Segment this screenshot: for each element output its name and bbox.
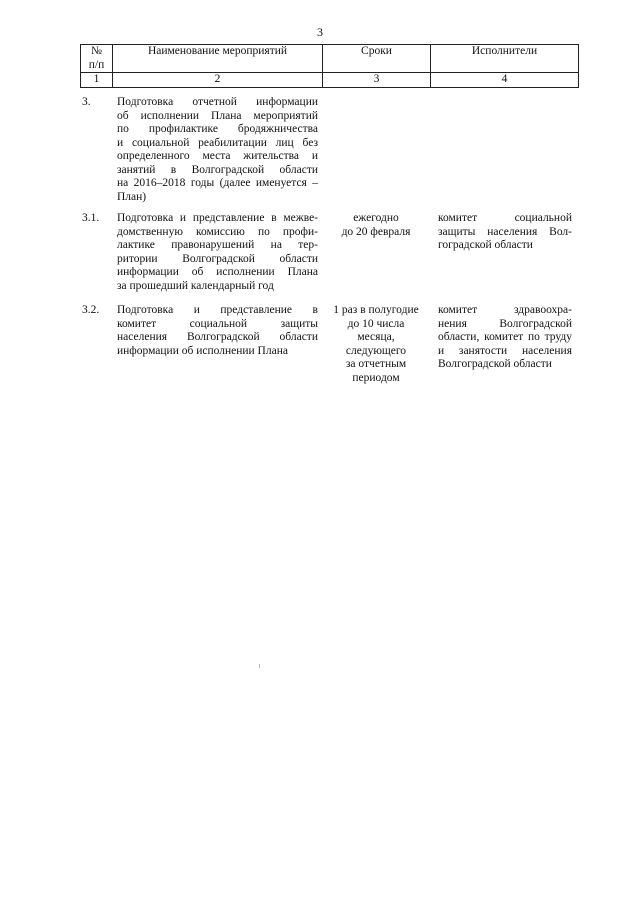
row-executors: [438, 304, 572, 372]
row-terms: [324, 212, 428, 239]
row-executors-line: гоградской области: [438, 239, 533, 251]
table-header: [80, 44, 579, 88]
row-name: [117, 304, 318, 358]
row-name-line: План): [117, 190, 147, 203]
row-name-line: информации об исполнении Плана: [117, 266, 318, 278]
row-executors: [438, 212, 572, 253]
row-terms: [324, 304, 428, 385]
row-name-line: за прошедший календарный год: [117, 279, 274, 292]
row-terms-line: до 20 февраля: [341, 225, 411, 238]
row-executors-line: комитет здравоохра-: [438, 304, 572, 316]
row-name-line: Подготовка отчетной информации: [117, 96, 318, 108]
row-name: [117, 96, 318, 204]
row-number: 3.: [82, 96, 91, 108]
row-name-line: на 2016–2018 годы (далее именуется –: [117, 177, 318, 189]
row-name-line: Подготовка и представление в: [117, 304, 318, 316]
row-name-line: лактике правонарушений на тер-: [117, 239, 318, 251]
page-number: 3: [317, 25, 323, 39]
row-name-line: ритории Волгоградской области: [117, 252, 318, 265]
header-number-line: №: [91, 45, 102, 57]
row-terms-line: следующего: [345, 344, 407, 357]
row-executors-line: и занятости населения: [438, 344, 572, 357]
row-name-line: населения Волгоградской области: [117, 331, 318, 343]
column-number: 1: [81, 73, 113, 88]
row-executors-line: защиты населения Вол-: [438, 225, 572, 238]
row-executors-line: комитет социальной: [438, 212, 572, 224]
row-name-line: занятий в Волгоградской области: [117, 163, 318, 176]
row-number: 3.1.: [82, 212, 100, 224]
scan-artifact-mark: [259, 664, 260, 668]
row-name-line: определенного места жительства и: [117, 150, 318, 162]
row-executors-line: нения Волгоградской: [438, 317, 572, 330]
row-terms-line: 1 раз в полугодие: [333, 304, 419, 316]
row-name: [117, 212, 318, 293]
row-name-line: комитет социальной защиты: [117, 317, 318, 330]
row-terms-line: до 10 числа: [347, 317, 405, 330]
row-number: 3.2.: [82, 304, 100, 316]
header-number-line: п/п: [88, 58, 105, 71]
row-terms-line: ежегодно: [353, 212, 399, 224]
row-terms-line: за отчетным: [345, 358, 407, 370]
column-number: 3: [323, 73, 431, 88]
row-name-line: домственную комиссию по профи-: [117, 225, 318, 238]
header-cell-number: [81, 45, 113, 73]
column-numbers-row: [81, 73, 579, 88]
table-header-row: [81, 45, 579, 73]
header-cell-executors: Исполнители: [431, 45, 579, 73]
row-name-line: по профилактике бродяжничества: [117, 123, 318, 135]
row-terms-line: периодом: [352, 371, 400, 384]
header-cell-name: Наименование мероприятий: [113, 45, 323, 73]
row-name-line: и социальной реабилитации лиц без: [117, 136, 318, 149]
row-name-line: Подготовка и представление в межве-: [117, 212, 318, 224]
row-name-line: об исполнении Плана мероприятий: [117, 109, 318, 122]
row-name-line: информации об исполнении Плана: [117, 344, 288, 357]
column-number: 4: [431, 73, 579, 88]
row-terms-line: месяца,: [357, 331, 395, 343]
header-cell-terms: Сроки: [323, 45, 431, 73]
row-executors-line: области, комитет по труду: [438, 331, 572, 343]
column-number: 2: [113, 73, 323, 88]
row-executors-line: Волгоградской области: [438, 358, 552, 370]
